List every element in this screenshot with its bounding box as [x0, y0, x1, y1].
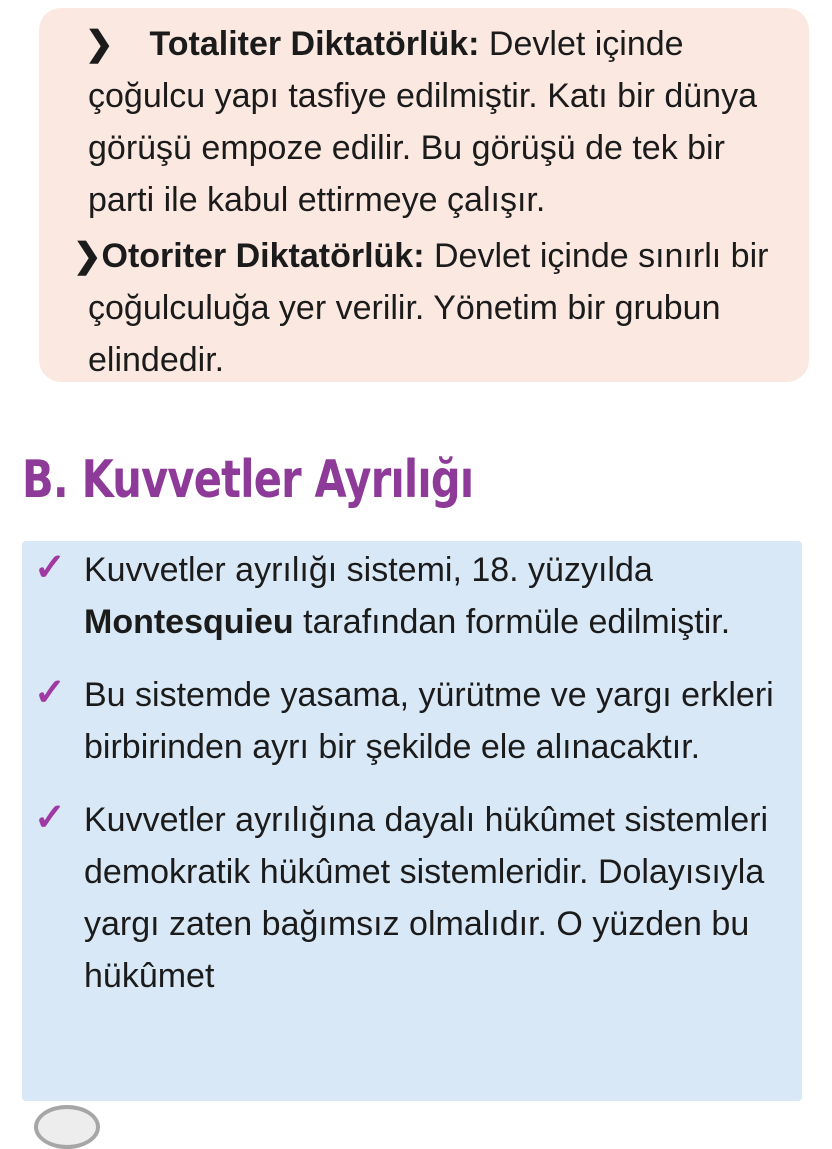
checklist-item-bold-text: Montesquieu	[84, 603, 294, 641]
checklist-item-text: Kuvvetler ayrılığı sistemi, 18. yüzyılda	[84, 551, 653, 589]
chevron-right-icon: ❯	[85, 25, 114, 63]
list-item-title: Otoriter Diktatörlük:	[101, 237, 425, 275]
chevron-right-icon: ❯	[73, 237, 102, 275]
checkmark-icon: ✓	[34, 797, 66, 839]
checklist-item	[34, 544, 794, 648]
list-item-body: Devlet içinde çoğulcu yapı tasfiye edilmiştir. Katı bir dünya görüşü empoze edilir. Bu görüşü de tek bir parti ile kabul ettirmeye çalışır.	[88, 25, 757, 219]
checkmark-icon: ✓	[34, 547, 66, 589]
section-heading: B. Kuvvetler Ayrılığı	[22, 450, 474, 510]
checklist-item-text: Kuvvetler ayrılığına dayalı hükûmet sistemleri demokratik hükûmet sistemleridir. Dolayısıyla yargı zaten bağımsız olmalıdır. O yüzden bu hükûmet	[84, 801, 769, 995]
list-item-title: Totaliter Diktatörlük:	[149, 25, 480, 63]
checklist-item	[34, 669, 794, 773]
checklist-item-text: tarafından formüle edilmiştir.	[303, 603, 731, 641]
dictatorship-info-box	[39, 8, 809, 382]
list-item-totalitarian	[85, 18, 800, 226]
list-item-body: Devlet içinde sınırlı bir çoğulculuğa yer verilir. Yönetim bir grubun elindedir.	[88, 237, 769, 379]
checklist-item	[34, 794, 794, 1002]
checkmark-icon: ✓	[34, 672, 66, 714]
separation-of-powers-box	[22, 541, 802, 1101]
checklist-item-text: Bu sistemde yasama, yürütme ve yargı erkleri birbirinden ayrı bir şekilde ele alınacaktır.	[84, 676, 774, 766]
list-item-authoritarian	[73, 230, 800, 382]
